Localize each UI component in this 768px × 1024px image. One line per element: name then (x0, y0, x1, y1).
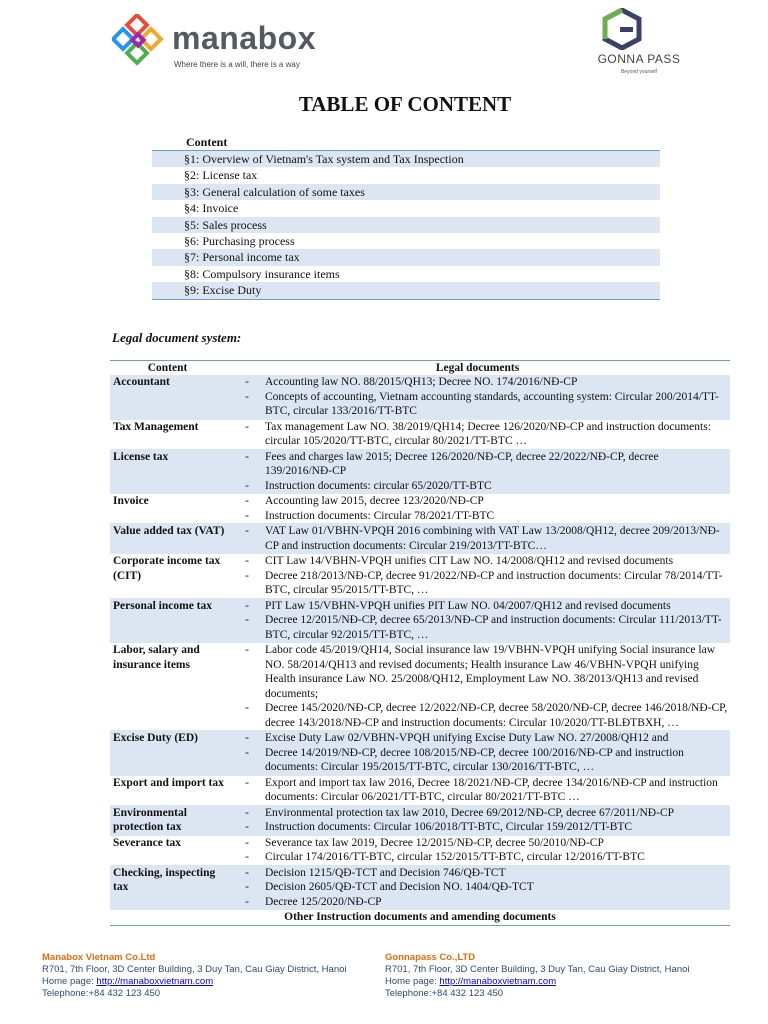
bullet-dash: - (245, 450, 249, 463)
manabox-logo (112, 14, 332, 74)
legal-table-header (110, 361, 730, 376)
legal-row (110, 598, 730, 643)
document-text: PIT Law 15/VBHN-VPQH unifies PIT Law NO. 04/2007/QH12 and revised documents (265, 599, 671, 612)
document-text: Instruction documents: Circular 106/2018/TT-BTC, Circular 159/2012/TT-BTC (265, 821, 633, 833)
legal-row-documents (225, 598, 730, 643)
footer-homepage (42, 976, 347, 988)
legal-row (110, 449, 730, 494)
legal-row-category: License tax (110, 449, 225, 494)
bullet-dash: - (245, 599, 249, 612)
document-item (225, 479, 730, 494)
document-text: Environmental protection tax law 2010, Decree 69/2012/NĐ-CP, decree 67/2011/NĐ-CP (265, 806, 675, 819)
document-item (225, 643, 730, 701)
document-text: Decree 218/2013/NĐ-CP, decree 91/2022/NĐ-CP and instruction documents: Circular 78/2014/TT-BTC, circular 95/2015/TT-BTC, … (265, 569, 723, 596)
brand-name: manabox (172, 20, 316, 56)
bullet-dash: - (245, 702, 249, 714)
bullet-dash: - (245, 495, 249, 507)
document-item (225, 880, 730, 895)
toc-item[interactable]: §6: Purchasing process (184, 233, 295, 248)
toc-item[interactable]: §3: General calculation of some taxes (152, 184, 660, 200)
bullet-dash: - (245, 509, 249, 522)
gonnapass-logo (584, 8, 694, 88)
document-text: Decree 12/2015/NĐ-CP, decree 65/2013/NĐ-CP and instruction documents: Circular 111/2013/TT-BTC, circular 92/2015/TT-BTC, … (265, 614, 722, 641)
manabox-mark-icon (112, 14, 168, 70)
document-text: Decision 2605/QĐ-TCT and Decision NO. 1404/QĐ-TCT (265, 881, 534, 893)
document-item (225, 776, 730, 805)
legal-row-category: Accountant (110, 375, 225, 419)
legal-row-category: Labor, salary and insurance items (110, 643, 225, 731)
other-documents-note: Other Instruction documents and amending documents (110, 910, 730, 926)
legal-row-documents (225, 449, 730, 494)
partner-tagline: Beyond yourself (621, 69, 657, 75)
legal-row (110, 643, 730, 731)
legal-row-category: Tax Management (110, 419, 225, 449)
footer-company: Manabox Vietnam Co.Ltd (42, 952, 156, 963)
homepage-link[interactable]: http://manaboxvietnam.com (96, 976, 214, 987)
partner-name: GONNA PASS (597, 52, 681, 66)
toc-item[interactable]: §2: License tax (184, 168, 258, 183)
document-text: Concepts of accounting, Vietnam accounting standards, accounting system: Circular 200/2014/TT-BTC, circular 133/2016/TT-BTC (265, 390, 719, 417)
document-item (225, 836, 730, 851)
document-text: Labor code 45/2019/QH14, Social insurance law 19/VBHN-VPQH unifying Social insurance law NO. 58/2014/QH13 and revised documents; Health insurance Law 46/VBHN-VPQH unifying Health insurance Law NO. 25/2008/QH12, Employment Law NO. 38/2013/QH13 and revised documents; (265, 644, 716, 700)
legal-row-documents (225, 865, 730, 910)
bullet-dash: - (245, 866, 249, 879)
document-item (225, 524, 730, 553)
bullet-dash: - (245, 644, 249, 656)
gonnapass-mark-icon (602, 8, 642, 50)
legal-section-title: Legal document system: (112, 330, 242, 345)
document-item (225, 613, 730, 642)
legal-row-documents (225, 731, 730, 776)
document-item (225, 450, 730, 479)
legal-row-documents (225, 643, 730, 731)
bullet-dash: - (245, 420, 249, 433)
document-item (225, 866, 730, 881)
toc-item[interactable]: §7: Personal income tax (152, 249, 660, 265)
bullet-dash: - (245, 376, 249, 388)
document-text: VAT Law 01/VBHN-VPQH 2016 combining with VAT Law 13/2008/QH12, decree 209/2013/NĐ-CP and instruction documents: Circular 219/2013/TT-BTC… (265, 525, 720, 552)
footer-address: R701, 7th Floor, 3D Center Building, 3 Duy Tan, Cau Giay District, Hanoi (385, 964, 690, 975)
document-item (225, 806, 730, 821)
bullet-dash: - (245, 569, 249, 582)
legal-row (110, 375, 730, 419)
document-text: Circular 174/2016/TT-BTC, circular 152/2015/TT-BTC, circular 12/2016/TT-BTC (265, 851, 645, 863)
document-item (225, 850, 730, 865)
bullet-dash: - (245, 614, 249, 626)
legal-row-documents (225, 419, 730, 449)
footer-left (42, 952, 347, 1000)
bullet-dash: - (245, 555, 249, 567)
footer-phone: Telephone:+84 432 123 450 (42, 988, 161, 999)
document-text: Fees and charges law 2015; Decree 126/2020/NĐ-CP, decree 22/2022/NĐ-CP, decree 139/2016/NĐ-CP (265, 450, 659, 477)
toc-item[interactable]: §1: Overview of Vietnam's Tax system and Tax Inspection (152, 151, 660, 167)
bullet-dash: - (245, 881, 249, 893)
bullet-dash: - (245, 821, 249, 833)
bullet-dash: - (245, 836, 249, 849)
legal-row-category: Severance tax (110, 835, 225, 865)
document-item (225, 390, 730, 419)
document-item (225, 494, 730, 509)
toc-item[interactable]: §5: Sales process (152, 217, 660, 233)
bullet-dash: - (245, 525, 249, 537)
legal-row (110, 494, 730, 524)
document-text: Decree 14/2019/NĐ-CP, decree 108/2015/NĐ-CP, decree 100/2016/NĐ-CP and instruction documents: Circular 195/2015/TT-BTC, circular 130/2016/TT-BTC, … (265, 746, 684, 773)
document-text: Accounting law NO. 88/2015/QH13; Decree NO. 174/2016/NĐ-CP (265, 376, 578, 388)
legal-row (110, 419, 730, 449)
legal-row (110, 554, 730, 599)
legal-row (110, 835, 730, 865)
legal-row-documents (225, 524, 730, 554)
legal-row-documents (225, 775, 730, 805)
document-text: CIT Law 14/VBHN-VPQH unifies CIT Law NO. 14/2008/QH12 and revised documents (265, 555, 674, 567)
document-text: Instruction documents: circular 65/2020/TT-BTC (265, 479, 492, 492)
legal-documents-table (110, 360, 730, 926)
col-content-header: Content (110, 361, 225, 376)
homepage-link[interactable]: http://manaboxvietnam.com (439, 976, 557, 987)
legal-row-category: Invoice (110, 494, 225, 524)
document-item (225, 820, 730, 835)
document-text: Export and import tax law 2016, Decree 18/2021/NĐ-CP, decree 134/2016/NĐ-CP and instruction documents: Circular 06/2021/TT-BTC, circular 80/2021/TT-BTC … (265, 776, 718, 803)
homepage-label: Home page: (42, 976, 97, 987)
bullet-dash: - (245, 746, 249, 759)
legal-row (110, 865, 730, 910)
legal-row (110, 524, 730, 554)
document-item (225, 509, 730, 524)
bullet-dash: - (245, 895, 249, 908)
toc-table (152, 135, 660, 300)
bullet-dash: - (245, 776, 249, 789)
legal-row-documents (225, 494, 730, 524)
bullet-dash: - (245, 851, 249, 863)
legal-row-category: Value added tax (VAT) (110, 524, 225, 554)
document-text: Severance tax law 2019, Decree 12/2015/NĐ-CP, decree 50/2010/NĐ-CP (265, 836, 604, 849)
brand-tagline: Where there is a will, there is a way (174, 60, 300, 69)
footer-homepage (385, 976, 690, 988)
legal-row (110, 805, 730, 835)
legal-row-documents (225, 554, 730, 599)
bullet-dash: - (245, 390, 249, 403)
toc-list (152, 150, 660, 300)
toc-item[interactable]: §4: Invoice (184, 201, 239, 216)
document-item (225, 731, 730, 746)
document-item (225, 701, 730, 730)
page-title: TABLE OF CONTENT (298, 92, 512, 116)
legal-row-category: Export and import tax (110, 775, 225, 805)
legal-row-documents (225, 835, 730, 865)
toc-item[interactable]: §9: Excise Duty (152, 282, 660, 298)
legal-table-footer-row (110, 910, 730, 926)
legal-row-category: Checking, inspecting tax (110, 865, 225, 910)
document-item (225, 569, 730, 598)
col-docs-header: Legal documents (225, 361, 730, 376)
legal-row-documents (225, 805, 730, 835)
document-text: Decree 145/2020/NĐ-CP, decree 12/2022/NĐ-CP, decree 58/2020/NĐ-CP, decree 146/2018/NĐ-CP, decree 143/2018/NĐ-CP and instruction documents: Circular 10/2020/TT-BLĐTBXH, … (265, 702, 728, 729)
footer-address: R701, 7th Floor, 3D Center Building, 3 Duy Tan, Cau Giay District, Hanoi (42, 964, 347, 975)
legal-row-category: Personal income tax (110, 598, 225, 643)
homepage-label: Home page: (385, 976, 440, 987)
document-text: Instruction documents: Circular 78/2021/TT-BTC (265, 509, 495, 522)
document-item (225, 554, 730, 569)
bullet-dash: - (245, 732, 249, 744)
legal-row-category: Corporate income tax (CIT) (110, 554, 225, 599)
document-text: Excise Duty Law 02/VBHN-VPQH unifying Excise Duty Law NO. 27/2008/QH12 and (265, 732, 669, 744)
document-item (225, 746, 730, 775)
document-item (225, 895, 730, 910)
legal-row-category: Environmental protection tax (110, 805, 225, 835)
bullet-dash: - (245, 806, 249, 819)
document-text: Accounting law 2015, decree 123/2020/NĐ-CP (265, 495, 484, 507)
legal-row (110, 731, 730, 776)
document-text: Decree 125/2020/NĐ-CP (265, 895, 382, 908)
document-item (225, 420, 730, 449)
document-text: Decision 1215/QĐ-TCT and Decision 746/QĐ-TCT (265, 866, 506, 879)
page-header (0, 0, 768, 90)
footer-company: Gonnapass Co.,LTD (385, 952, 476, 963)
footer-right (385, 952, 690, 1000)
toc-item[interactable]: §8: Compulsory insurance items (184, 266, 340, 281)
legal-row-category: Excise Duty (ED) (110, 731, 225, 776)
legal-table-body (110, 375, 730, 925)
bullet-dash: - (245, 479, 249, 492)
document-item (225, 375, 730, 390)
page-footer (0, 952, 768, 1012)
footer-phone: Telephone:+84 432 123 450 (385, 988, 504, 999)
toc-heading: Content (186, 135, 228, 149)
legal-row-documents (225, 375, 730, 419)
document-item (225, 599, 730, 614)
document-text: Tax management Law NO. 38/2019/QH14; Decree 126/2020/NĐ-CP and instruction documents: circular 105/2020/TT-BTC, circular 80/2021/TT-BTC … (265, 420, 711, 447)
legal-row (110, 775, 730, 805)
